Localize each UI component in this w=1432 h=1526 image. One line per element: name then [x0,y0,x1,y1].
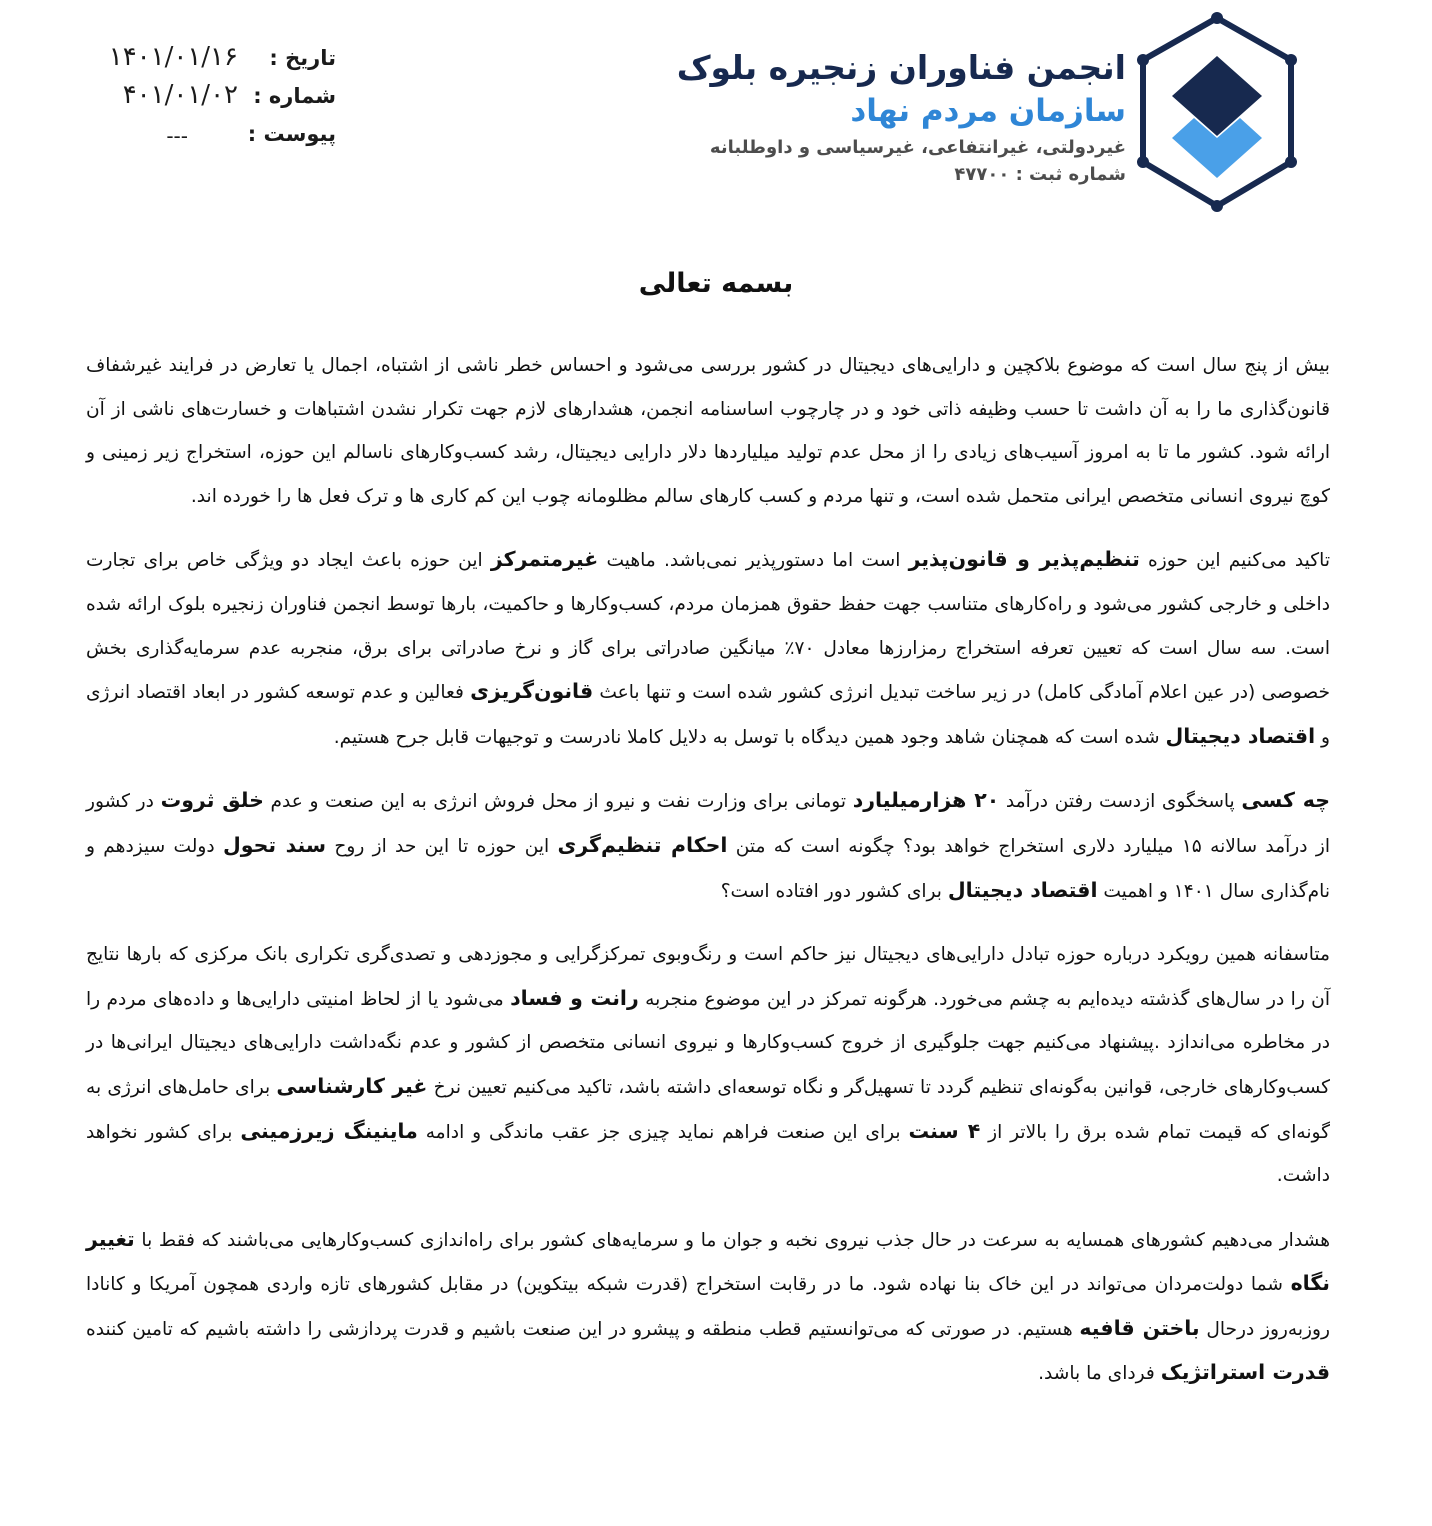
bold-phrase: غیرمتمرکز [490,547,599,572]
letter-body [86,344,1330,1416]
body-paragraph-4 [86,933,1330,1198]
attachment-value: --- [166,124,188,148]
number-label: شماره : [253,84,336,108]
attachment-row [88,118,348,156]
text-segment: برای کشور نخواهد داشت. [86,1121,1330,1187]
letter-meta [88,42,348,156]
text-segment: فردای ما باشد. [1038,1363,1161,1385]
number-row [88,80,348,118]
text-segment: فعالین و عدم توسعه کشور در ابعاد اقتصاد انرژی و [86,682,1330,748]
organization-description: غیردولتی، غیرانتفاعی، غیرسیاسی و داوطلبانه [709,137,1126,158]
organization-name: انجمن فناوران زنجیره بلوک [676,48,1126,87]
text-segment: این حوزه تا این حد از روح [326,835,558,857]
text-segment: دولت سیزدهم و نام‌گذاری سال ۱۴۰۱ و اهمیت [86,835,1330,902]
bold-phrase: تغییر نگاه [86,1226,1330,1296]
letter-title: بسمه تعالی [638,268,794,299]
date-row [88,42,348,80]
text-segment: می‌شود یا از لحاظ امنیتی دارایی‌ها و داده‌های مردم را در مخاطره می‌اندازد .پیشنهاد می‌کنیم جهت جلوگیری از خروج کسب‌وکارها و نیروی انسانی متخصص از کشور و عدم نگه‌داشت دارایی‌های دیجیتال ایرانی‌ها در کسب‌وکارهای خارجی، قوانین به‌گونه‌ای تنظیم گردد تا تسهیل‌گر و نگاه توسعه‌ای داشته باشد، تاکید می‌کنیم تعیین نرخ [86,988,1331,1098]
bold-phrase: قدرت استراتژیک [1160,1360,1330,1385]
hexagon-network-logo-icon [1136,12,1298,212]
bold-phrase: ۴ سنت [908,1118,981,1143]
text-segment: است اما دستورپذیر نمی‌باشد. ماهیت [598,550,909,572]
text-segment: در کشور از درآمد سالانه ۱۵ میلیارد دلاری استخراج خواهد بود؟ چگونه است که متن [86,791,1331,857]
body-paragraph-3 [86,779,1330,913]
text-segment: برای این صنعت فراهم نماید چیزی جز عقب ماندگی و ادامه [417,1121,909,1143]
bold-phrase: احکام تنظیم‌گری [557,832,728,857]
text-segment: برای کشور دور افتاده است؟ [720,880,948,902]
bold-phrase: قانون‌گریزی [470,679,594,704]
text-segment: تومانی برای وزارت نفت و نیرو از محل فروش انرژی به این صنعت و عدم [263,791,853,813]
bold-phrase: ماینینگ زیرزمینی [240,1118,418,1143]
body-paragraph-5 [86,1218,1330,1396]
text-segment: متاسفانه همین رویکرد درباره حوزه تبادل دارایی‌های دیجیتال نیز حاکم است و رنگ‌وبوی تمرکزگرایی و مجوزدهی و تصدی‌گری تکراری بانک مرکزی که بارها نتایج آن را در سال‌های گذشته دیده‌ایم به چشم می‌خورد. هرگونه تمرکز در این موضوع منجربه [86,944,1330,1010]
organization-type: سازمان مردم نهاد [850,93,1126,129]
date-label: تاریخ : [269,46,336,70]
text-segment: تاکید می‌کنیم این حوزه [1139,550,1330,572]
organization-header [566,44,1126,188]
bold-phrase: باختن قافیه [1079,1315,1200,1340]
text-segment: شما دولت‌مردان می‌تواند در این خاک بنا نهاده شود. ما در رقابت استخراج (قدرت شبکه بیتکوین) در مقابل کشورهای تازه واردی همچون آمریکا و کانادا روزبه‌روز درحال [86,1274,1330,1340]
bold-phrase: غیر کارشناسی [276,1073,428,1098]
bold-phrase: چه کسی [1241,788,1330,813]
text-segment: این حوزه باعث ایجاد دو ویژگی خاص برای تجارت داخلی و خارجی کشور می‌شود و راه‌کارهای متناسب جهت حفظ حقوق همزمان مردم، کسب‌وکارها و حاکمیت، بارها توسط انجمن فناوران زنجیره بلوک ارائه شده است. سه سال است که تعیین تعرفه استخراج رمزارزها معادل ۷۰٪ میانگین صادراتی برای گاز و نرخ صادراتی برای برق، منجربه عدم سرمایه‌گذاری بخش خصوصی (در عین اعلام آمادگی کامل) در زیر ساخت تبدیل انرژی کشور شده است و تنها باعث [86,550,1330,704]
bold-phrase: تنظیم‌پذیر و قانون‌پذیر [908,547,1140,572]
text-segment: هشدار می‌دهیم کشورهای همسایه به سرعت در حال جذب نیروی نخبه و جوان ما و سرمایه‌های کشور برای راه‌اندازی کسب‌وکارهایی می‌باشند که فقط با [134,1229,1330,1251]
bold-phrase: اقتصاد دیجیتال [1165,723,1316,748]
body-paragraph-2 [86,538,1330,759]
number-value: ۴۰۱/۰۱/۰۲ [122,80,238,110]
bold-phrase: اقتصاد دیجیتال [947,877,1098,902]
bold-phrase: رانت و فساد [510,985,639,1010]
attachment-label: پیوست : [247,122,336,146]
association-logo [1136,12,1298,212]
registration-number: شماره ثبت : ۴۷۷۰۰ [954,164,1126,185]
bold-phrase: خلق ثروت [160,788,264,813]
bold-phrase: ۲۰ هزارمیلیارد [852,788,1000,813]
text-segment: هستیم. در صورتی که می‌توانستیم قطب منطقه و پیشرو در این صنعت باشیم و قدرت پردازشی را داشته باشیم که تامین کننده [86,1318,1080,1340]
date-value: ۱۴۰۱/۰۱/۱۶ [108,42,238,72]
text-segment: بیش از پنج سال است که موضوع بلاکچین و دارایی‌های دیجیتال در کشور بررسی می‌شود و احساس خطر ناشی از اشتباه، اجمال یا تعارض در فرایند غیرشفاف قانون‌گذاری ما را به آن داشت تا حسب وظیفه ذاتی خود و در چارچوب اساسنامه انجمن، هشدارهای لازم جهت تکرار نشدن اشتباهات و خسارت‌های ناشی از آن ارائه شود. کشور ما تا به امروز آسیب‌های زیادی را از محل عدم تولید میلیاردها دلار دارایی دیجیتال، رشد کسب‌وکارهای ناسالم این حوزه، استخراج زیر زمینی و کوچ نیروی انسانی متخصص ایرانی متحمل شده است، و تنها مردم و کسب کارهای سالم مظلومانه چوب این کم کاری ها و ترک فعل ها را خورده اند. [86,355,1330,507]
text-segment: شده است که همچنان شاهد وجود همین دیدگاه با توسل به دلایل کاملا نادرست و توجیهات قابل جرح هستیم. [333,726,1166,748]
bold-phrase: سند تحول [223,832,327,857]
text-segment: برای حامل‌های انرژی به گونه‌ای که قیمت تمام شده برق را بالاتر از [86,1076,1330,1143]
text-segment: پاسخگوی ازدست رفتن درآمد [999,791,1242,813]
body-paragraph-1 [86,344,1330,518]
